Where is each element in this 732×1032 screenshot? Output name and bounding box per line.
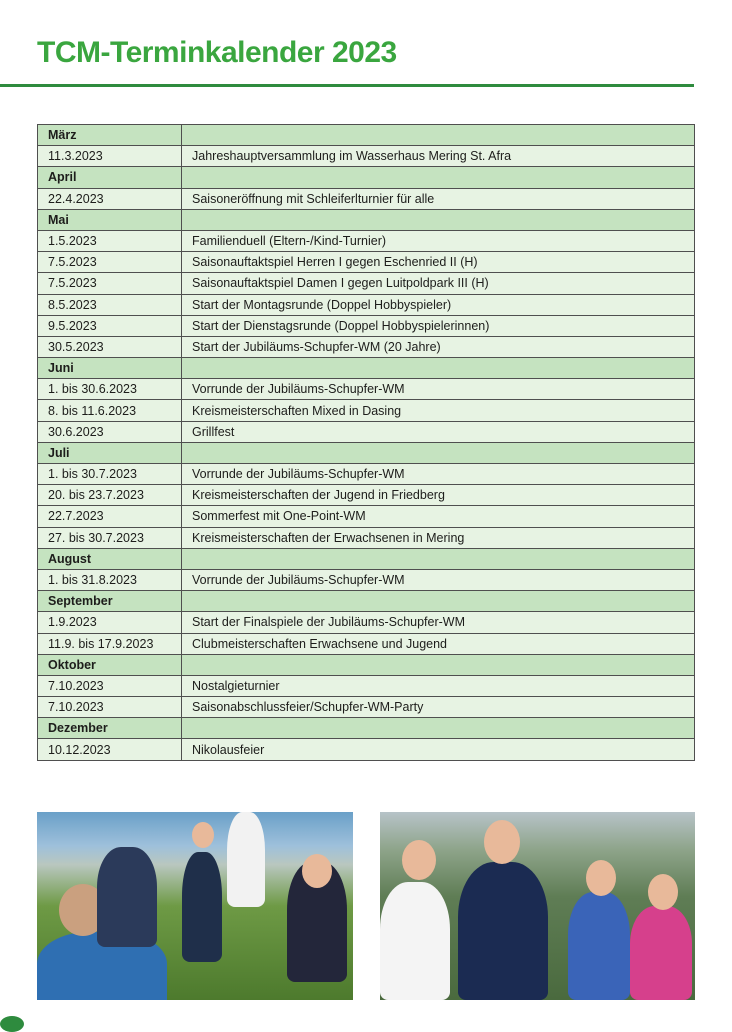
flag bbox=[227, 812, 265, 907]
tournament-photo-right bbox=[380, 812, 695, 1000]
event-description bbox=[182, 358, 695, 379]
event-row bbox=[38, 569, 695, 590]
person-head bbox=[484, 820, 520, 864]
event-description: Clubmeisterschaften Erwachsene und Jugend bbox=[182, 633, 695, 654]
page-corner-mark bbox=[0, 1016, 24, 1032]
event-description: Saisonauftaktspiel Herren I gegen Eschenried II (H) bbox=[182, 252, 695, 273]
person-head bbox=[648, 874, 678, 910]
event-row bbox=[38, 188, 695, 209]
person-head bbox=[402, 840, 436, 880]
event-description: Jahreshauptversammlung im Wasserhaus Mering St. Afra bbox=[182, 146, 695, 167]
event-date: 30.6.2023 bbox=[38, 421, 182, 442]
month-header-row bbox=[38, 718, 695, 739]
calendar-body bbox=[38, 125, 695, 761]
event-description: Start der Montagsrunde (Doppel Hobbyspieler) bbox=[182, 294, 695, 315]
event-date: 20. bis 23.7.2023 bbox=[38, 485, 182, 506]
event-description bbox=[182, 167, 695, 188]
person-white-jacket bbox=[380, 882, 450, 1000]
event-description: Vorrunde der Jubiläums-Schupfer-WM bbox=[182, 464, 695, 485]
event-row bbox=[38, 485, 695, 506]
month-header-row bbox=[38, 548, 695, 569]
event-row bbox=[38, 675, 695, 696]
event-row bbox=[38, 506, 695, 527]
event-row bbox=[38, 336, 695, 357]
event-date: 11.3.2023 bbox=[38, 146, 182, 167]
event-description: Kreismeisterschaften Mixed in Dasing bbox=[182, 400, 695, 421]
events-calendar-table bbox=[37, 124, 695, 761]
month-name: August bbox=[38, 548, 182, 569]
person-navy-jacket bbox=[458, 862, 548, 1000]
person-dark-shirt bbox=[182, 852, 222, 962]
event-description: Start der Jubiläums-Schupfer-WM (20 Jahre) bbox=[182, 336, 695, 357]
event-date: 7.10.2023 bbox=[38, 697, 182, 718]
event-description bbox=[182, 718, 695, 739]
event-description bbox=[182, 548, 695, 569]
month-name: März bbox=[38, 125, 182, 146]
event-row bbox=[38, 421, 695, 442]
person-pink-jacket bbox=[630, 906, 692, 1000]
event-date: 27. bis 30.7.2023 bbox=[38, 527, 182, 548]
event-row bbox=[38, 230, 695, 251]
event-row bbox=[38, 400, 695, 421]
person-head bbox=[302, 854, 332, 888]
event-date: 1.5.2023 bbox=[38, 230, 182, 251]
title-divider bbox=[0, 84, 694, 87]
event-row bbox=[38, 294, 695, 315]
month-name: Dezember bbox=[38, 718, 182, 739]
month-name: Oktober bbox=[38, 654, 182, 675]
event-description: Saisonauftaktspiel Damen I gegen Luitpoldpark III (H) bbox=[182, 273, 695, 294]
event-description: Familienduell (Eltern-/Kind-Turnier) bbox=[182, 230, 695, 251]
event-date: 30.5.2023 bbox=[38, 336, 182, 357]
event-date: 7.10.2023 bbox=[38, 675, 182, 696]
event-date: 22.4.2023 bbox=[38, 188, 182, 209]
event-date: 22.7.2023 bbox=[38, 506, 182, 527]
event-date: 11.9. bis 17.9.2023 bbox=[38, 633, 182, 654]
month-name: Mai bbox=[38, 209, 182, 230]
month-name: Juni bbox=[38, 358, 182, 379]
event-description bbox=[182, 125, 695, 146]
event-row bbox=[38, 379, 695, 400]
month-header-row bbox=[38, 125, 695, 146]
event-description: Saisoneröffnung mit Schleiferlturnier für alle bbox=[182, 188, 695, 209]
event-row bbox=[38, 612, 695, 633]
month-header-row bbox=[38, 442, 695, 463]
event-description: Grillfest bbox=[182, 421, 695, 442]
person-head bbox=[192, 822, 214, 848]
event-date: 1. bis 30.6.2023 bbox=[38, 379, 182, 400]
month-header-row bbox=[38, 209, 695, 230]
event-description bbox=[182, 209, 695, 230]
tournament-photo-left bbox=[37, 812, 353, 1000]
event-row bbox=[38, 527, 695, 548]
event-description: Nikolausfeier bbox=[182, 739, 695, 760]
month-header-row bbox=[38, 654, 695, 675]
event-row bbox=[38, 146, 695, 167]
event-description: Vorrunde der Jubiläums-Schupfer-WM bbox=[182, 569, 695, 590]
event-description bbox=[182, 654, 695, 675]
event-date: 8. bis 11.6.2023 bbox=[38, 400, 182, 421]
person-head bbox=[586, 860, 616, 896]
person-blue-track-jacket bbox=[568, 892, 630, 1000]
event-description: Saisonabschlussfeier/Schupfer-WM-Party bbox=[182, 697, 695, 718]
event-description: Vorrunde der Jubiläums-Schupfer-WM bbox=[182, 379, 695, 400]
event-description: Kreismeisterschaften der Erwachsenen in Mering bbox=[182, 527, 695, 548]
event-description: Sommerfest mit One-Point-WM bbox=[182, 506, 695, 527]
event-row bbox=[38, 273, 695, 294]
event-row bbox=[38, 464, 695, 485]
event-description bbox=[182, 442, 695, 463]
event-description bbox=[182, 591, 695, 612]
month-name: September bbox=[38, 591, 182, 612]
month-header-row bbox=[38, 358, 695, 379]
month-header-row bbox=[38, 591, 695, 612]
event-date: 8.5.2023 bbox=[38, 294, 182, 315]
event-row bbox=[38, 252, 695, 273]
event-description: Start der Dienstagsrunde (Doppel Hobbyspielerinnen) bbox=[182, 315, 695, 336]
event-date: 7.5.2023 bbox=[38, 273, 182, 294]
event-date: 9.5.2023 bbox=[38, 315, 182, 336]
month-name: Juli bbox=[38, 442, 182, 463]
event-row bbox=[38, 315, 695, 336]
event-row bbox=[38, 697, 695, 718]
event-date: 10.12.2023 bbox=[38, 739, 182, 760]
month-name: April bbox=[38, 167, 182, 188]
page-title: TCM-Terminkalender 2023 bbox=[37, 36, 397, 69]
event-row bbox=[38, 739, 695, 760]
event-date: 7.5.2023 bbox=[38, 252, 182, 273]
event-date: 1.9.2023 bbox=[38, 612, 182, 633]
event-row bbox=[38, 633, 695, 654]
event-date: 1. bis 31.8.2023 bbox=[38, 569, 182, 590]
person-group bbox=[97, 847, 157, 947]
event-date: 1. bis 30.7.2023 bbox=[38, 464, 182, 485]
event-description: Start der Finalspiele der Jubiläums-Schupfer-WM bbox=[182, 612, 695, 633]
month-header-row bbox=[38, 167, 695, 188]
event-description: Kreismeisterschaften der Jugend in Friedberg bbox=[182, 485, 695, 506]
event-description: Nostalgieturnier bbox=[182, 675, 695, 696]
